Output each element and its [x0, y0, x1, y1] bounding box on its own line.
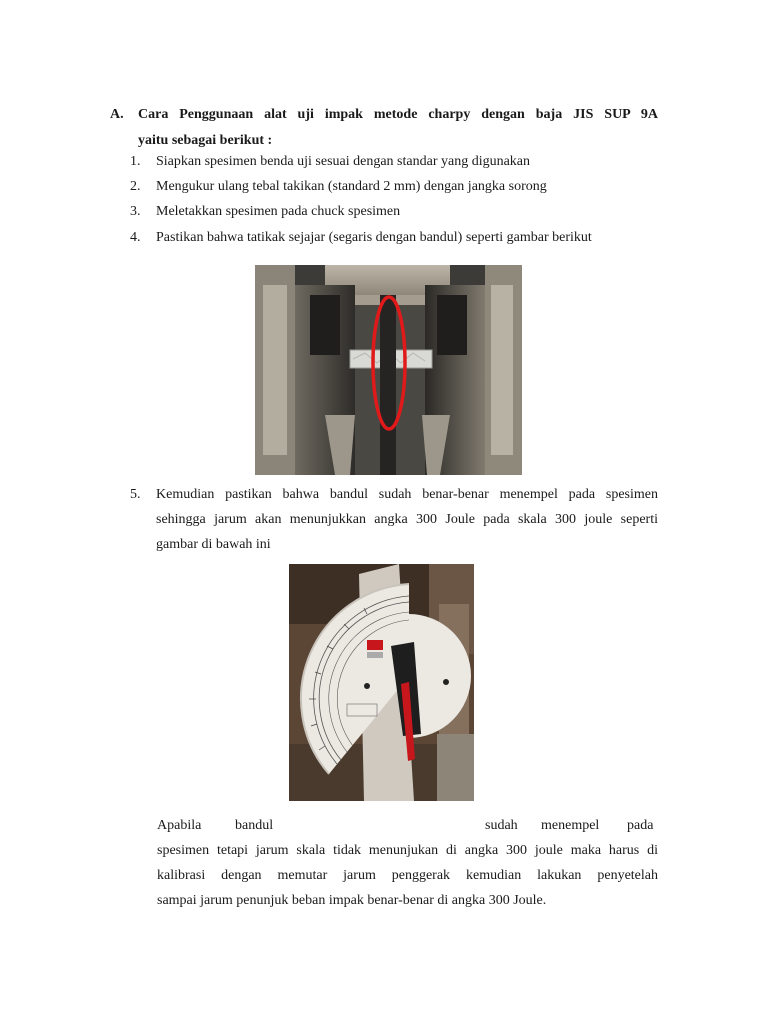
- list-number: 2.: [130, 179, 141, 194]
- paragraph-line-2: spesimen tetapi jarum skala tidak menunjukan di angka 300 joule maka harus di: [157, 843, 658, 858]
- list-text: Meletakkan spesimen pada chuck spesimen: [156, 204, 401, 219]
- list-text: Siapkan spesimen benda uji sesuai dengan standar yang digunakan: [156, 154, 531, 169]
- list-text: Pastikan bahwa tatikak sejajar (segaris dengan bandul) seperti gambar berikut: [156, 230, 592, 245]
- paragraph-line-3: kalibrasi dengan memutar jarum penggerak kemudian lakukan penyetelah: [157, 868, 658, 883]
- paragraph-word: pada: [627, 818, 654, 833]
- list-number: 5.: [130, 487, 141, 502]
- paragraph-line-4: sampai jarum penunjuk beban impak benar-benar di angka 300 Joule.: [157, 893, 547, 908]
- dial-gauge-image: [289, 564, 474, 801]
- section-title-line-2: yaitu sebagai berikut :: [138, 133, 273, 148]
- list-number: 1.: [130, 154, 141, 169]
- specimen-chuck-image: [255, 265, 522, 475]
- section-title-line-1: Cara Penggunaan alat uji impak metode charpy dengan baja JIS SUP 9A: [138, 107, 658, 122]
- list-number: 3.: [130, 204, 141, 219]
- specimen-chuck-photo: [255, 265, 522, 475]
- list-text-line-3: gambar di bawah ini: [156, 537, 271, 552]
- paragraph-word: menempel: [541, 818, 600, 833]
- paragraph-word: Apabila: [157, 818, 202, 833]
- section-letter: A.: [110, 107, 124, 122]
- paragraph-word: sudah: [485, 818, 518, 833]
- list-text-line-2: sehingga jarum akan menunjukkan angka 300 Joule pada skala 300 joule seperti: [156, 512, 658, 527]
- dial-gauge-photo: [289, 564, 474, 801]
- list-number: 4.: [130, 230, 141, 245]
- list-text-line-1: Kemudian pastikan bahwa bandul sudah benar-benar menempel pada spesimen: [156, 487, 658, 502]
- list-text: Mengukur ulang tebal takikan (standard 2 mm) dengan jangka sorong: [156, 179, 547, 194]
- paragraph-word: bandul: [235, 818, 274, 833]
